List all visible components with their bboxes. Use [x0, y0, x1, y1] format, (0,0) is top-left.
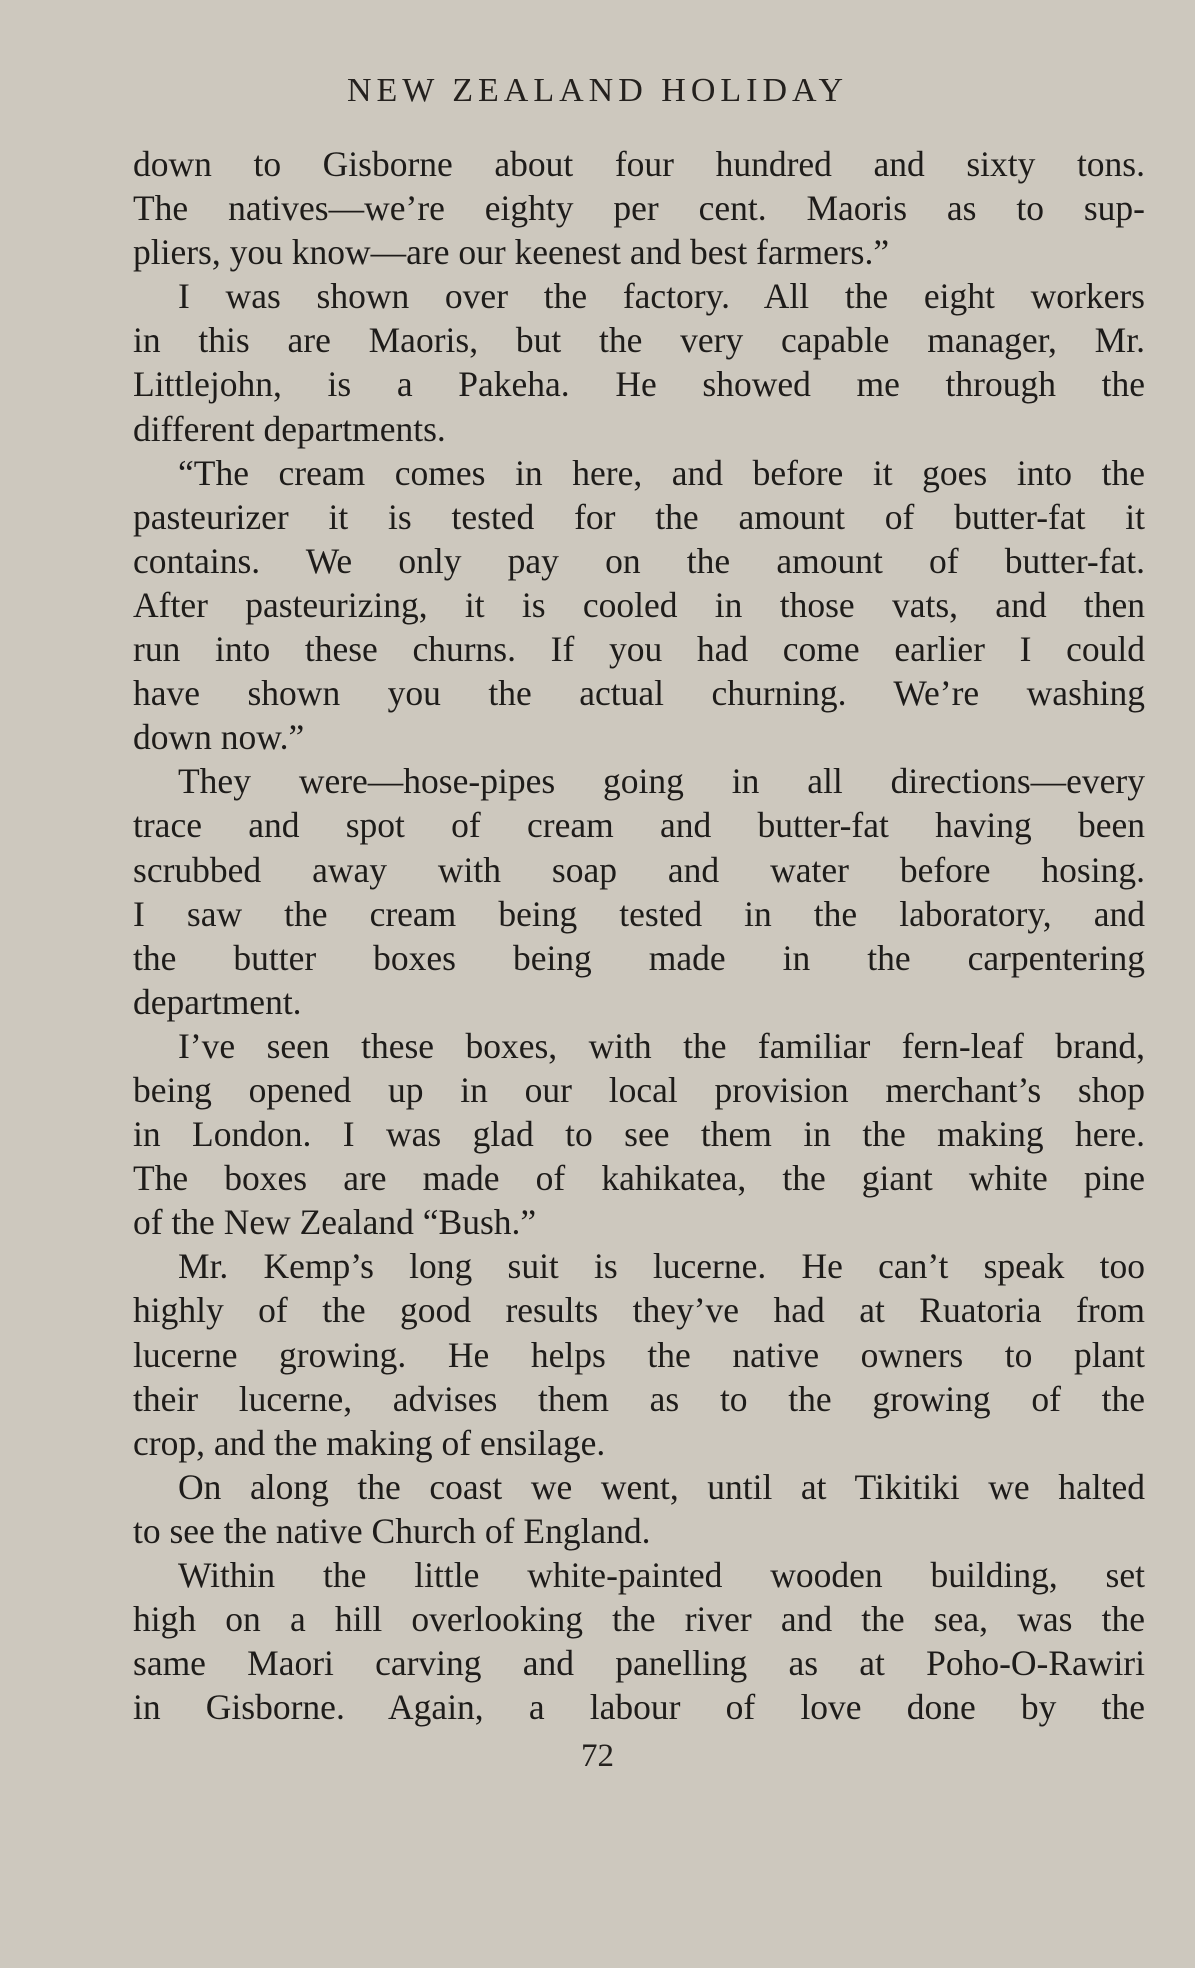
text-line: in this are Maoris, but the very capable manager, Mr. [133, 320, 1145, 361]
text-line: “The cream comes in here, and before it goes into the [178, 452, 1145, 493]
text-line: I saw the cream being tested in the laboratory, and [133, 893, 1145, 934]
text-line: They were—hose-pipes going in all directions—every [178, 761, 1145, 802]
text-line: Within the little white-painted wooden building, set [178, 1555, 1145, 1595]
text-line: trace and spot of cream and butter-fat having been [133, 805, 1145, 846]
text-line: department. [133, 981, 302, 1022]
text-line: On along the coast we went, until at Tikitiki we halted [178, 1466, 1145, 1507]
text-line: I’ve seen these boxes, with the familiar fern-leaf brand, [178, 1025, 1145, 1066]
text-line: high on a hill overlooking the river and the sea, was the [133, 1599, 1145, 1640]
text-line: same Maori carving and panelling as at Poho-O-Rawiri [133, 1643, 1145, 1684]
text-line: The natives—we’re eighty per cent. Maoris as to sup- [133, 188, 1145, 229]
text-line: I was shown over the factory. All the eight workers [178, 276, 1145, 317]
text-line: different departments. [133, 408, 446, 449]
text-line: of the New Zealand “Bush.” [133, 1202, 537, 1243]
text-line: pasteurizer it is tested for the amount of butter-fat it [133, 496, 1145, 537]
text-line: contains. We only pay on the amount of butter-fat. [133, 540, 1145, 581]
text-line: being opened up in our local provision merchant’s shop [133, 1069, 1145, 1110]
text-line: in Gisborne. Again, a labour of love done by the [133, 1687, 1145, 1728]
text-line: Mr. Kemp’s long suit is lucerne. He can’t speak too [178, 1246, 1145, 1287]
text-line: The boxes are made of kahikatea, the giant white pine [133, 1158, 1145, 1199]
text-line: have shown you the actual churning. We’re washing [133, 673, 1145, 714]
text-line: highly of the good results they’ve had at Ruatoria from [133, 1290, 1145, 1331]
text-line: scrubbed away with soap and water before hosing. [133, 849, 1145, 890]
running-head: NEW ZEALAND HOLIDAY [346, 72, 849, 109]
page-number: 72 [581, 1738, 614, 1774]
text-line: lucerne growing. He helps the native owners to plant [133, 1334, 1145, 1375]
text-line: run into these churns. If you had come earlier I could [133, 629, 1145, 670]
text-line: the butter boxes being made in the carpentering [133, 937, 1145, 978]
text-line: in London. I was glad to see them in the making here. [133, 1114, 1145, 1155]
text-line: to see the native Church of England. [133, 1510, 651, 1551]
text-line: pliers, you know—are our keenest and best farmers.” [133, 232, 890, 273]
text-line: down to Gisborne about four hundred and sixty tons. [133, 144, 1145, 184]
text-line: down now.” [133, 717, 305, 758]
text-line: After pasteurizing, it is cooled in those vats, and then [133, 584, 1145, 625]
text-line: Littlejohn, is a Pakeha. He showed me through the [133, 364, 1145, 405]
body-text [133, 142, 1145, 1729]
text-line: their lucerne, advises them as to the growing of the [133, 1378, 1145, 1419]
text-line: crop, and the making of ensilage. [133, 1422, 606, 1463]
